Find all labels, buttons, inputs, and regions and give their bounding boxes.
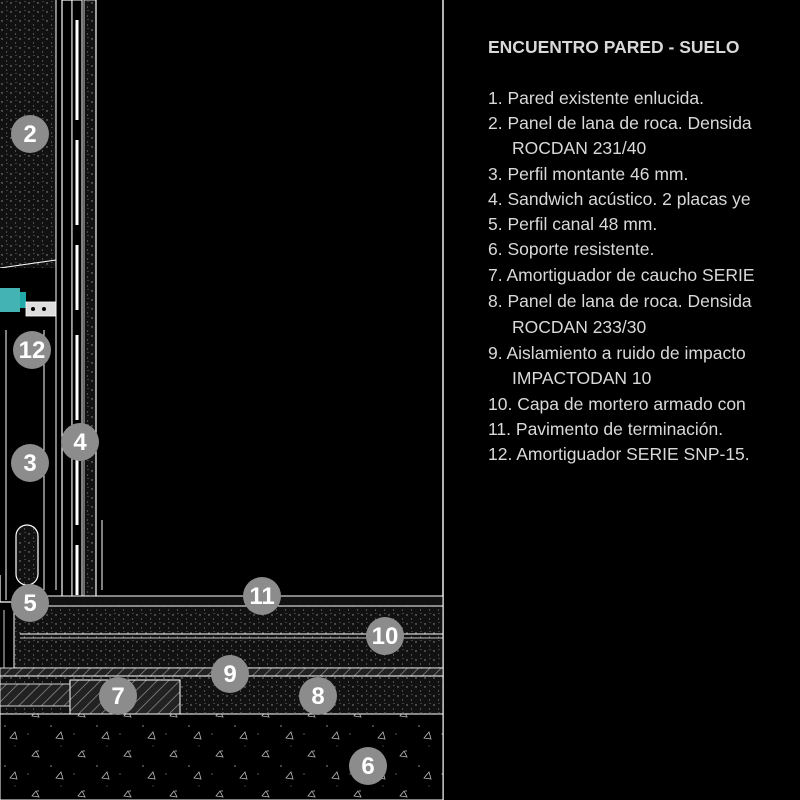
legend-item: 1. Pared existente enlucida. <box>488 88 704 108</box>
acoustic-membrane <box>84 0 96 600</box>
legend-item: 12. Amortiguador SERIE SNP-15. <box>488 444 750 464</box>
callout-label: 3 <box>23 450 37 477</box>
legend-item: 3. Perfil montante 46 mm. <box>488 164 689 184</box>
legend-panel <box>488 37 800 477</box>
callout-5 <box>11 584 49 622</box>
legend-item: 6. Soporte resistente. <box>488 239 655 259</box>
callout-8 <box>299 677 337 715</box>
callout-9 <box>211 655 249 693</box>
legend-item: 10. Capa de mortero armado con <box>488 394 746 414</box>
callout-label: 12 <box>18 337 46 364</box>
callout-10 <box>366 617 404 655</box>
stud-oval-slot <box>16 525 38 585</box>
legend-item: 8. Panel de lana de roca. Densida <box>488 291 752 311</box>
callout-label: 5 <box>23 590 37 617</box>
legend-title: ENCUENTRO PARED - SUELO <box>488 37 740 57</box>
callout-label: 2 <box>23 121 37 148</box>
callout-3 <box>11 444 49 482</box>
legend-item: 2. Panel de lana de roca. Densida <box>488 113 752 133</box>
callout-2 <box>11 115 49 153</box>
callout-label: 4 <box>73 429 87 456</box>
legend-item: IMPACTODAN 10 <box>512 368 652 388</box>
callout-6 <box>349 747 387 785</box>
callout-label: 10 <box>371 623 399 650</box>
plasterboard-1 <box>62 0 72 600</box>
legend-item: 4. Sandwich acústico. 2 placas ye <box>488 189 751 209</box>
floor-finish <box>40 596 443 606</box>
callout-label: 11 <box>249 583 275 610</box>
legend-item: 5. Perfil canal 48 mm. <box>488 214 658 234</box>
callout-7 <box>99 677 137 715</box>
callout-label: 8 <box>311 683 325 710</box>
callout-12 <box>13 331 51 369</box>
legend-item: 7. Amortiguador de caucho SERIE <box>488 265 755 285</box>
callout-label: 6 <box>361 753 375 780</box>
callout-label: 9 <box>223 661 237 688</box>
legend-item: ROCDAN 231/40 <box>512 138 647 158</box>
legend-item: 9. Aislamiento a ruido de impacto <box>488 343 746 363</box>
callout-label: 7 <box>111 683 125 710</box>
callout-4 <box>61 423 99 461</box>
legend-item: 11. Pavimento de terminación. <box>488 419 724 439</box>
legend-item: ROCDAN 233/30 <box>512 317 647 337</box>
callout-11 <box>243 577 281 615</box>
